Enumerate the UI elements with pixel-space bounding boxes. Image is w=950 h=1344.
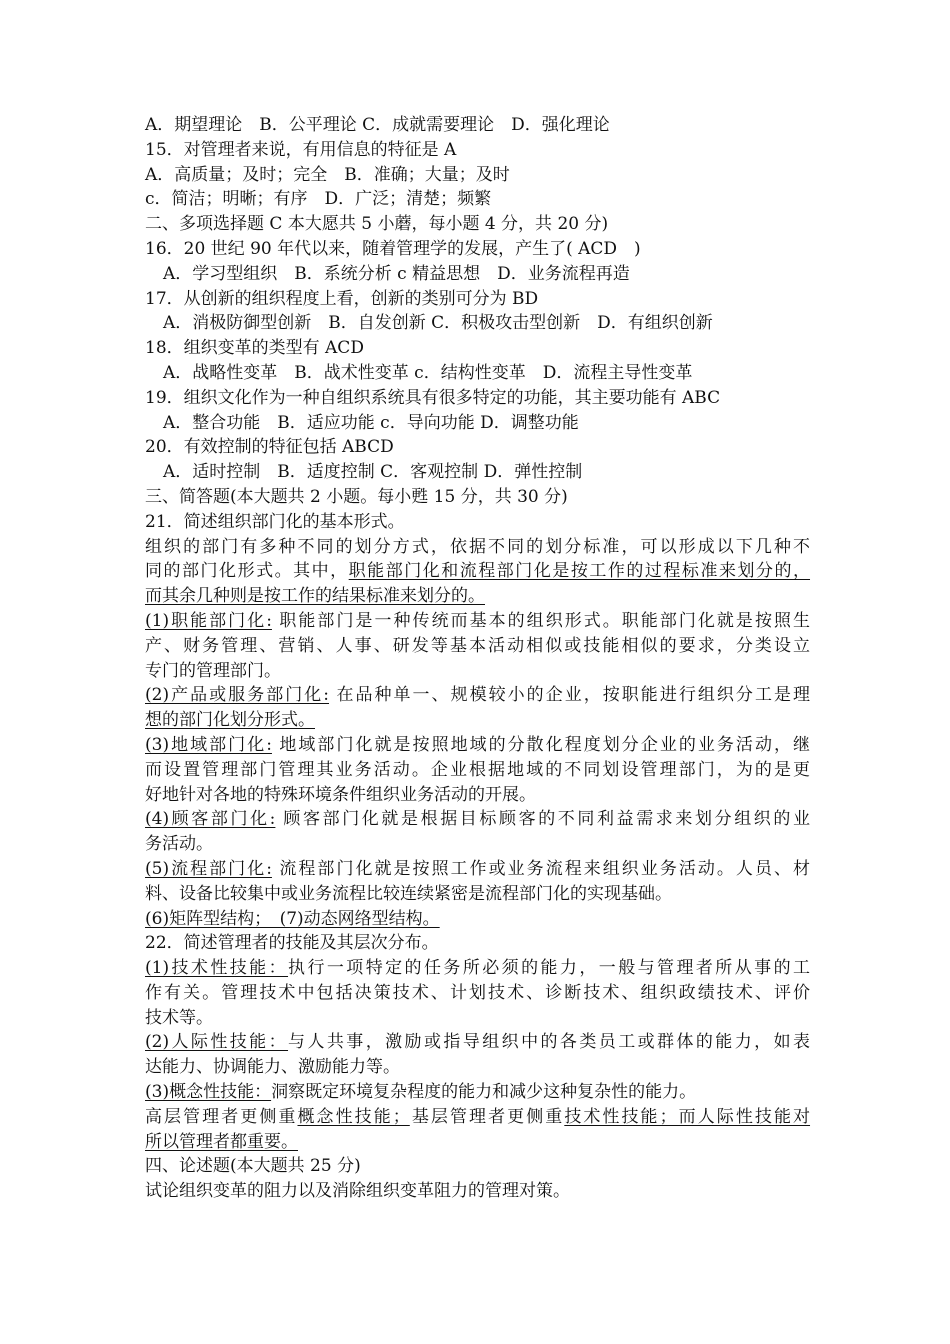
q22-item-1-text: 执行一项特定的任务所必须的能力，一般与管理者所从事的工 <box>288 958 810 979</box>
q21-question: 21．简述组织部门化的基本形式。 <box>145 511 405 532</box>
q21-item-5-text: 流程部门化就是按照工作或业务流程来组织业务活动。人员、材 <box>271 858 810 879</box>
q22-item-2-line-2: 达能力、协调能力、激励能力等。 <box>145 1057 400 1078</box>
section-3-heading: 三、简答题(本大题共 2 小题。每小甦 15 分，共 30 分) <box>145 486 568 507</box>
q21-item-2-label: (2)产品或服务部门化: <box>145 685 330 706</box>
q21-item-5-line-2: 料、设备比较集中或业务流程比较连续紧密是流程部门化的实现基础。 <box>145 883 672 904</box>
q20-options: A．适时控制 B．适度控制 C．客观控制 D．弹性控制 <box>163 462 583 483</box>
q21-item-4-text: 顾客部门化就是根据目标顾客的不同利益需求来划分组织的业 <box>275 809 810 830</box>
q22-summary-1b: 概念性技能； <box>297 1106 410 1127</box>
q18-options: A．战略性变革 B．战术性变革 c．结构性变革 D．流程主导性变革 <box>163 362 693 383</box>
q21-intro-2b: 职能部门化和流程部门化是按工作的过程标准来划分的， <box>348 561 811 582</box>
q21-item-5-line-1 <box>145 857 810 882</box>
q21-item-4-label: (4)顾客部门化: <box>145 809 276 830</box>
q21-item-6-7-text: (6)矩阵型结构； (7)动态网络型结构。 <box>145 908 440 929</box>
q22-item-3-label: (3)概念性技能： <box>145 1082 272 1103</box>
q21-intro-2a: 同的部门化形式。其中， <box>145 561 349 582</box>
q22-item-2-label: (2)人际性技能： <box>145 1032 289 1053</box>
q19-options: A．整合功能 B．适应功能 c．导向功能 D．调整功能 <box>163 412 579 433</box>
q22-item-1-line-2: 作有关。管理技术中包括决策技术、计划技术、诊断技术、组织政绩技术、评价 <box>145 982 810 1003</box>
q21-item-2-line-2-text: 想的部门化划分形式。 <box>145 710 315 731</box>
q21-item-2-line-2 <box>145 708 810 733</box>
q22-item-3 <box>145 1080 810 1105</box>
q21-item-1-label: (1)职能部门化: <box>145 610 272 631</box>
q15-options-1: A．高质量；及时；完全 B．准确；大量；及时 <box>145 164 510 185</box>
q21-item-2-line-1 <box>145 683 810 708</box>
q15-options-2: c．简洁；明晰；有序 D．广泛；清楚；频繁 <box>145 189 492 210</box>
q21-item-1-line-2: 产、财务管理、营销、人事、研发等基本活动相似或技能相似的要求，分类设立 <box>145 635 810 656</box>
q22-summary-line-1 <box>145 1105 810 1130</box>
q21-item-3-text: 地域部门化就是按照地域的分散化程度划分企业的业务活动，继 <box>271 734 810 755</box>
q21-item-6-7 <box>145 907 810 932</box>
q14-options: A．期望理论 B．公平理论 C．成就需要理论 D．强化理论 <box>145 115 610 135</box>
q21-intro-2 <box>145 559 810 584</box>
q16-options: A．学习型组织 B．系统分析 c 精益思想 D．业务流程再造 <box>163 263 630 284</box>
q17-question: 17．从创新的组织程度上看，创新的类别可分为 BD <box>145 288 539 309</box>
q22-item-1-label: (1)技术性技能： <box>145 958 289 979</box>
q22-item-1-line-3: 技术等。 <box>145 1007 213 1028</box>
section-2-heading: 二、多项选择题 C 本大愿共 5 小蘑，每小题 4 分，共 20 分) <box>145 214 609 235</box>
q21-item-4-line-1 <box>145 807 810 832</box>
q19-question: 19．组织文化作为一种自组织系统具有很多特定的功能，其主要功能有 ABC <box>145 387 721 408</box>
section-4-heading: 四、论述题(本大题共 25 分) <box>145 1156 361 1177</box>
q21-item-3-label: (3)地域部门化: <box>145 734 272 755</box>
q22-summary-line-2 <box>145 1130 810 1155</box>
q22-question: 22．简述管理者的技能及其层次分布。 <box>145 933 439 954</box>
q21-item-4-line-2: 务活动。 <box>145 834 213 855</box>
q22-summary-2-text: 所以管理者都重要。 <box>145 1131 298 1152</box>
q22-item-2-text: 与人共事，激励或指导组织中的各类员工或群体的能力，如表 <box>288 1032 810 1053</box>
q22-summary-1a: 高层管理者更侧重 <box>145 1106 298 1127</box>
q22-item-3-text: 洞察既定环境复杂程度的能力和减少这种复杂性的能力。 <box>271 1082 697 1103</box>
q15-question: 15．对管理者来说，有用信息的特征是 A <box>145 139 457 160</box>
q21-intro-3-text: 而其余几种则是按工作的结果标准来划分的。 <box>145 586 485 607</box>
q22-summary-1c: 基层管理者更侧重 <box>409 1106 565 1127</box>
q16-question: 16．20 世纪 90 年代以来，随着管理学的发展，产生了( ACD ) <box>145 238 641 259</box>
q21-item-5-label: (5)流程部门化: <box>145 858 272 879</box>
q18-question: 18．组织变革的类型有 ACD <box>145 338 364 359</box>
q21-item-3-line-2: 而设置管理部门管理其业务活动。企业根据地域的不同划设管理部门，为的是更 <box>145 759 810 780</box>
q21-intro-3 <box>145 584 810 609</box>
q17-options: A．消极防御型创新 B．自发创新 C．积极攻击型创新 D．有组织创新 <box>163 313 713 334</box>
document-page <box>145 113 810 1204</box>
q21-item-1-text: 职能部门是一种传统而基本的组织形式。职能部门化就是按照生 <box>271 610 810 631</box>
q21-item-1-line-1 <box>145 609 810 634</box>
q21-item-3-line-3: 好地针对各地的特殊环境条件组织业务活动的开展。 <box>145 784 536 805</box>
q21-intro-1: 组织的部门有多种不同的划分方式，依据不同的划分标准，可以形成以下几种不 <box>145 536 810 557</box>
q21-item-2-text: 在品种单一、规模较小的企业，按职能进行组织分工是理 <box>329 685 810 706</box>
q21-item-3-line-1 <box>145 733 810 758</box>
essay-question: 试论组织变革的阻力以及消除组织变革阻力的管理对策。 <box>145 1181 570 1202</box>
q22-item-1-line-1 <box>145 956 810 981</box>
q22-item-2-line-1 <box>145 1030 810 1055</box>
q20-question: 20．有效控制的特征包括 ABCD <box>145 437 394 458</box>
q21-item-1-line-3: 专门的管理部门。 <box>145 660 281 681</box>
q22-summary-1d: 技术性技能；而人际性技能对 <box>564 1106 811 1127</box>
